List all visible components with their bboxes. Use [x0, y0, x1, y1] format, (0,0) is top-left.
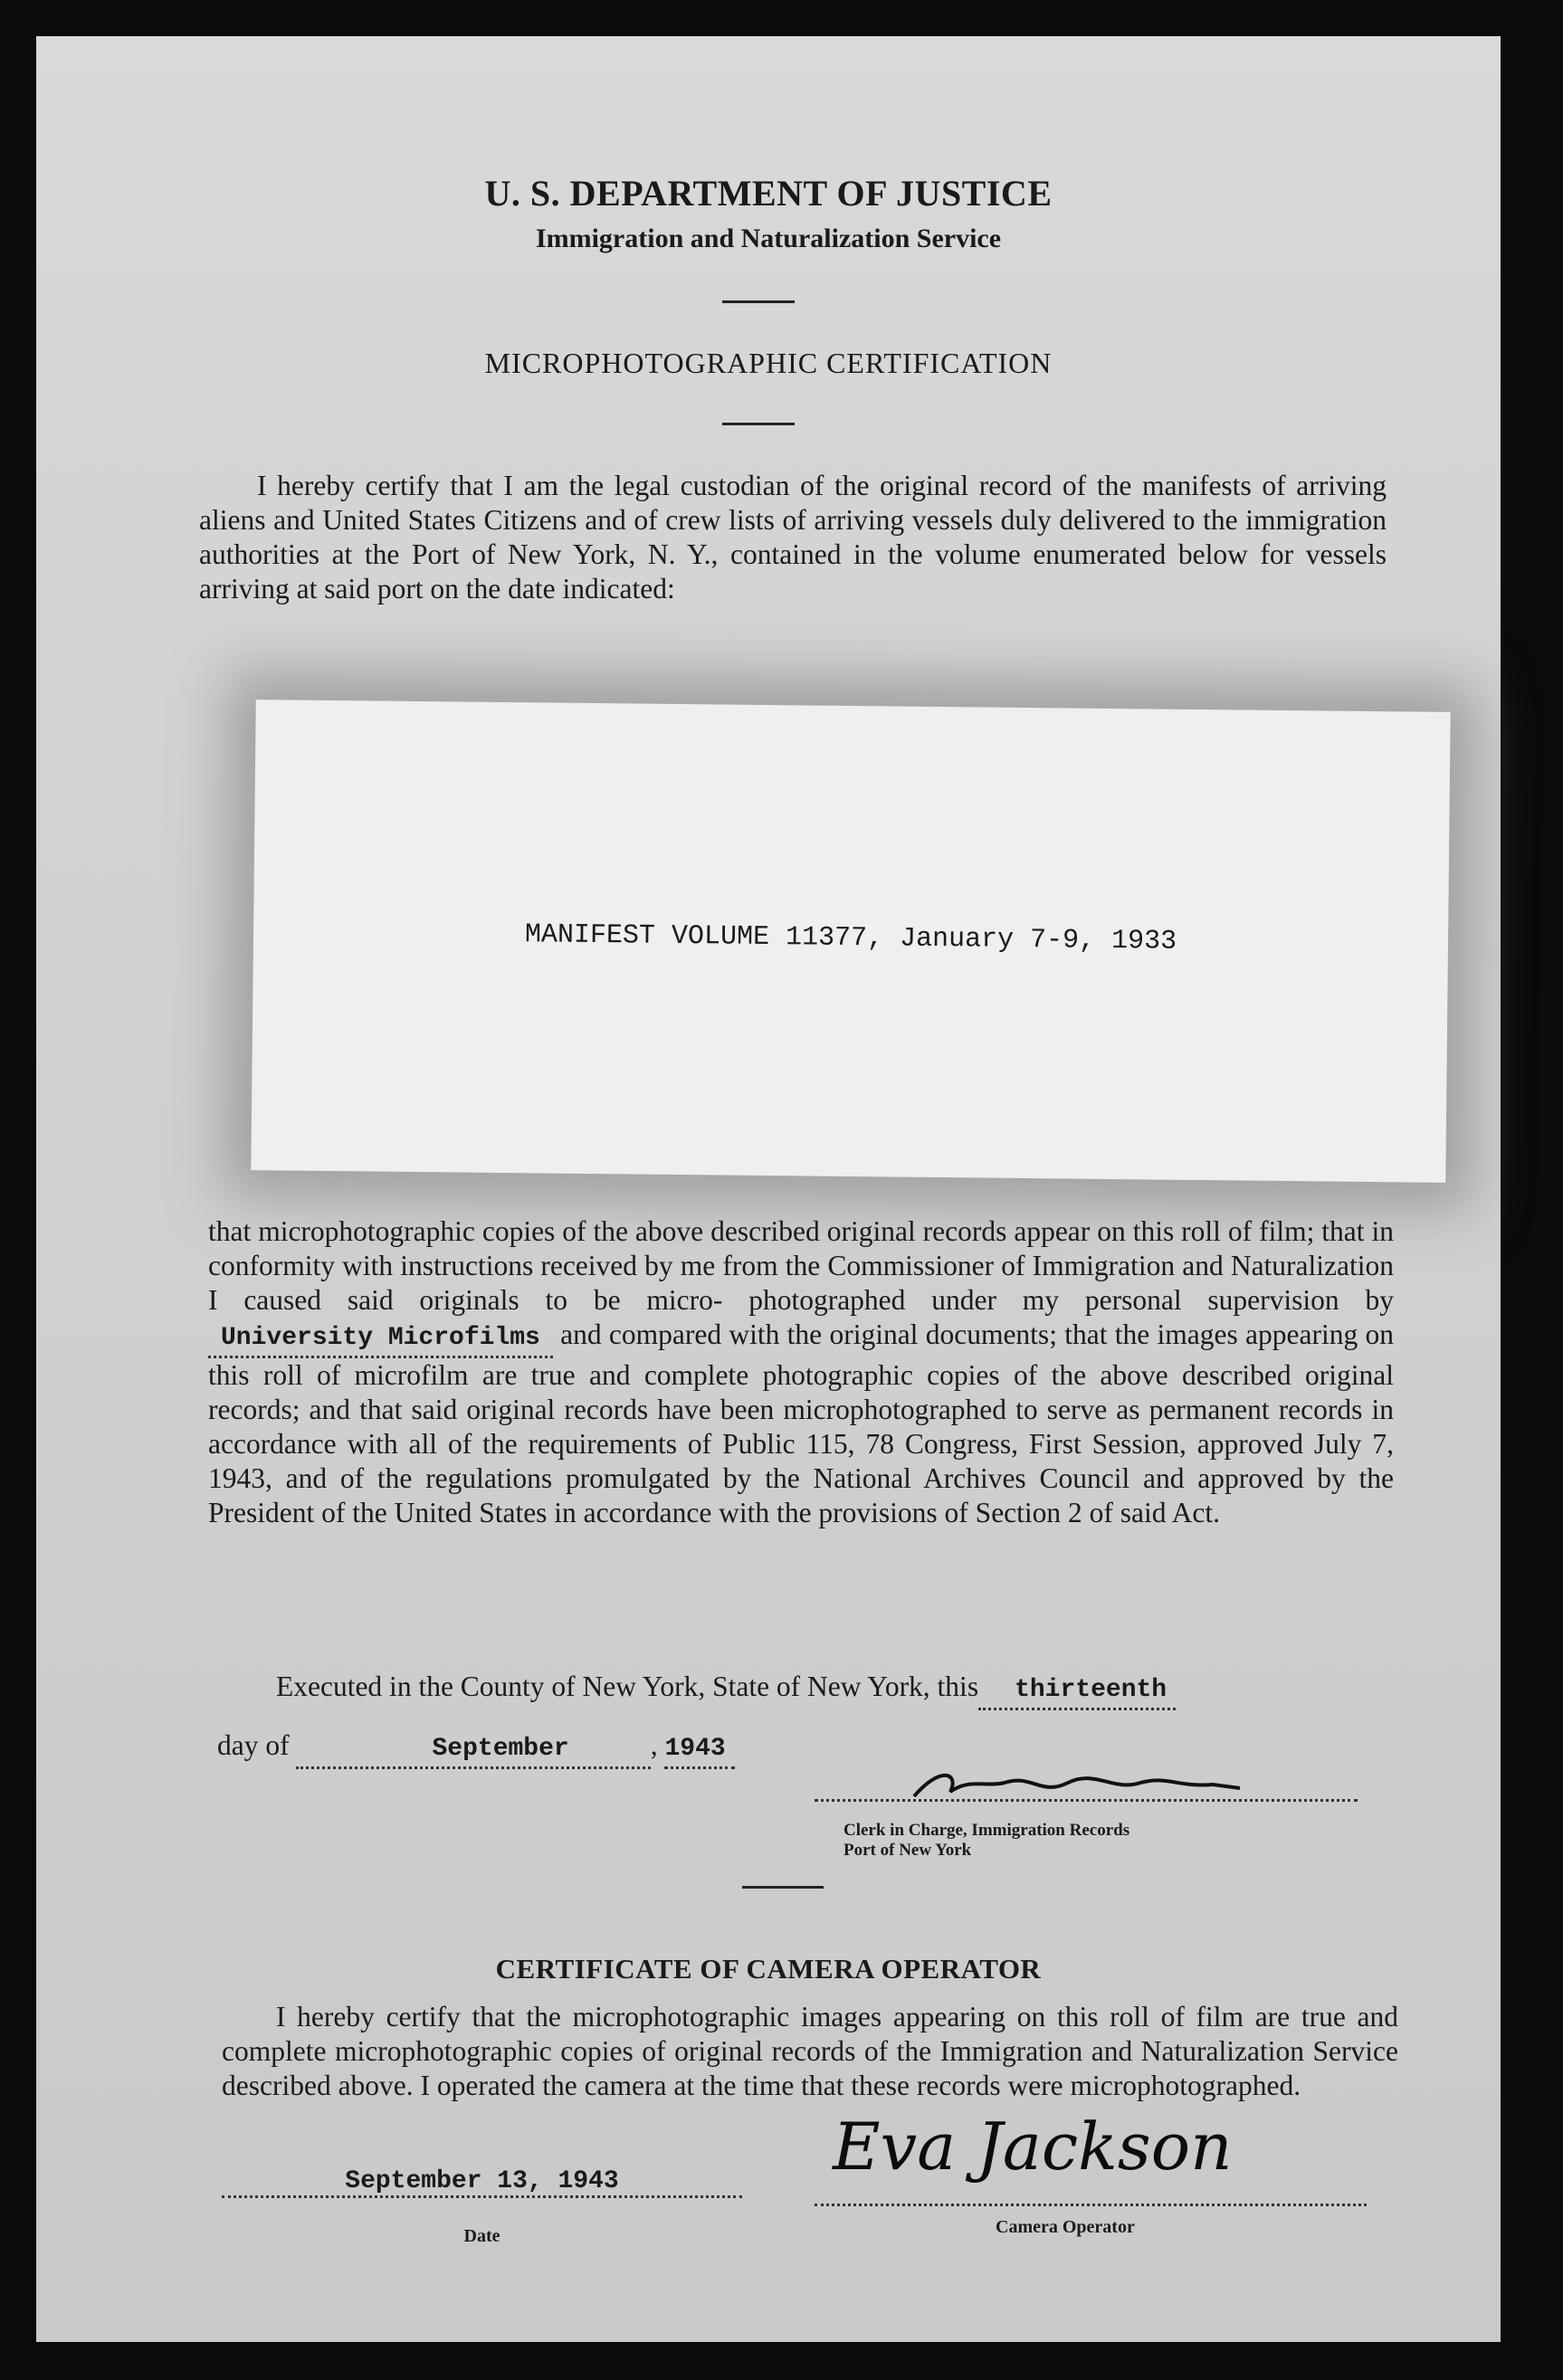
manifest-card: [251, 700, 1450, 1183]
clerk-signature: [905, 1756, 1249, 1819]
body-part-3: and compared with the original documents; that the images appearing on this roll of microfilm are true and complete photographic copies of the above described original records; and that said original records have been microphotographed to serve as permanent records in accordance with all of the requirements of Public 115, 78 Congress, First Session, approved July 7, 1943, and of the regulations promulgated by the National Archives Council and approved by the President of the United States in accordance with the provisions of Section 2 of said Act.: [208, 1319, 1395, 1528]
divider: [722, 300, 795, 303]
camera-heading: CERTIFICATE OF CAMERA OPERATOR: [495, 1953, 1042, 1985]
date-label: Date: [463, 2226, 500, 2246]
clerk-title-2: Port of New York: [843, 1841, 972, 1860]
divider: [742, 1886, 824, 1889]
certificate-page: [36, 36, 1501, 2342]
body-part-1: that microphotographic copies of the above described original records appear on this roll of film; that in conformity with instructions received by me from the Commissioner of Immigration and Naturalization I caused said originals to be micro-: [208, 1215, 1394, 1316]
year-field: 1943: [664, 1732, 734, 1769]
date-value: September 13, 1943: [345, 2167, 619, 2195]
day-field: thirteenth: [978, 1673, 1176, 1710]
department-heading: U. S. DEPARTMENT OF JUSTICE: [484, 173, 1053, 214]
operator-signature: Eva Jackson: [833, 2109, 1233, 2185]
certification-title: MICROPHOTOGRAPHIC CERTIFICATION: [484, 347, 1053, 379]
month-field: September: [296, 1732, 650, 1769]
executed-prefix: Executed in the County of New York, State of New York, this: [276, 1671, 979, 1702]
operator-label: Camera Operator: [996, 2217, 1135, 2237]
intro-paragraph: I hereby certify that I am the legal custodian of the original record of the manifests of arriving aliens and United States Citizens and of crew lists of arriving vessels duly delivered to the immigration authorities at the Port of New York, N. Y., contained in the volume enumerated below for vessels arriving at said port on the date indicated:: [199, 470, 1387, 605]
day-of-label: day of: [217, 1729, 290, 1761]
executed-line: [276, 1670, 1398, 1710]
service-subheading: Immigration and Naturalization Service: [535, 224, 1002, 253]
camera-paragraph: I hereby certify that the microphotographic images appearing on this roll of film are true and complete microphotographic copies of original records of the Immigration and Naturalization Service described above. I operated the camera at the time that these records were microphotographed.: [222, 2001, 1398, 2101]
manifest-volume-text: MANIFEST VOLUME 11377, January 7-9, 1933: [524, 919, 1177, 957]
date-field: [222, 2167, 742, 2198]
supervisor-field: University Microfilms: [208, 1321, 553, 1358]
body-paragraph: [208, 1214, 1394, 1530]
body-part-2: photographed under my personal supervision by: [748, 1284, 1394, 1316]
day-of-line: day of September , 1943: [217, 1728, 941, 1769]
clerk-title-1: Clerk in Charge, Immigration Records: [843, 1821, 1130, 1840]
divider: [722, 423, 795, 425]
